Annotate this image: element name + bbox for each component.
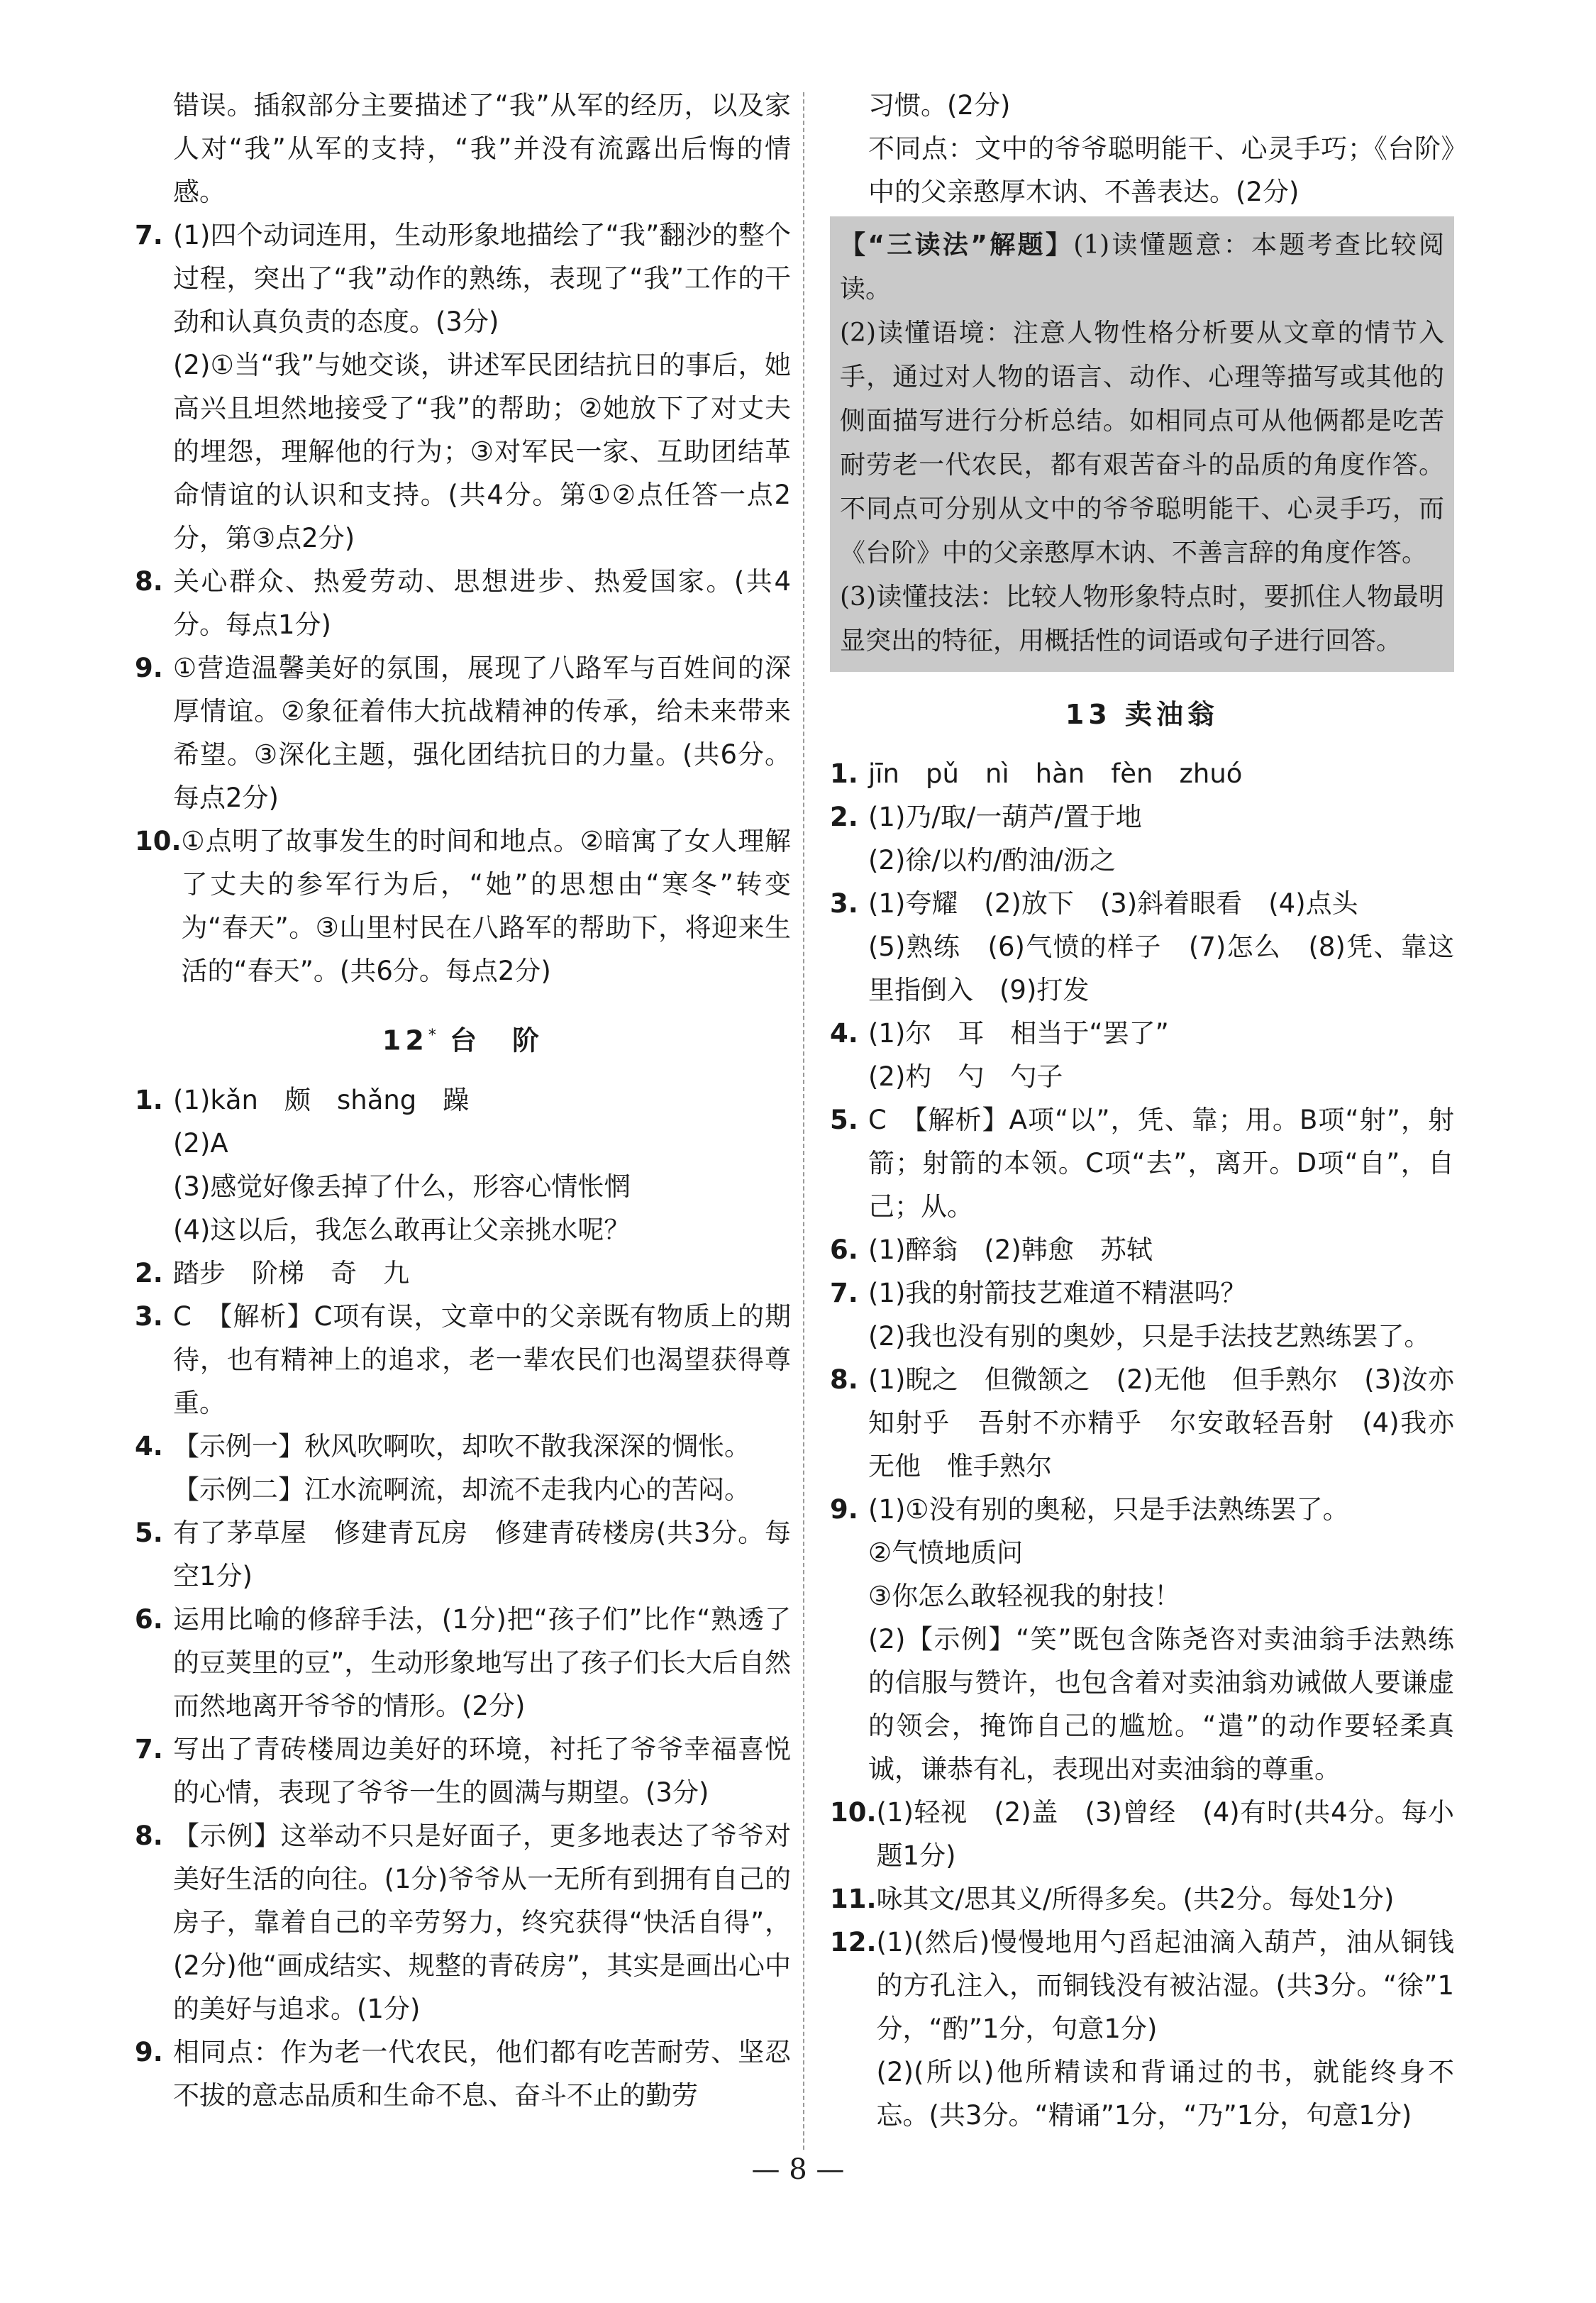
answer-7 [135,214,791,560]
answer-text: 运用比喻的修辞手法，(1分)把“孩子们”比作“熟透了的豆荚里的豆”，生动形象地写出了孩子们长大后自然而然地离开爷爷的情形。(2分) [173,1603,791,1721]
section-title-12 [135,1014,791,1063]
answer-text: (1)夸耀 (2)放下 (3)斜着眼看 (4)点头 [868,888,1358,919]
question-number: 4. [135,1430,163,1462]
question-number: 11. [830,1884,877,1914]
answer-text: (2)【示例】“笑”既包含陈尧咨对卖油翁手法熟练的信服与赞许，也包含着对卖油翁劝诫做人要谦虚的领会，掩饰自己的尴尬。“遣”的动作要轻柔真诚，谦恭有礼，表现出对卖油翁的尊重。 [868,1624,1454,1784]
answer-text: 不同点：文中的爷爷聪明能干、心灵手巧；《台阶》中的父亲憨厚木讷、不善表达。(2分) [868,133,1454,207]
three-reading-method-box [830,216,1454,672]
question-number: 1. [830,758,858,789]
section-number: 13 [1065,699,1112,730]
answer-text: (1)睨之 但微颔之 (2)无他 但手熟尔 (3)汝亦知射乎 吾射不亦精乎 尔安敢轻吾射 (4)我亦无他 惟手熟尔 [868,1364,1454,1481]
optional-mark: * [428,1027,436,1044]
answer-text: (2)杓 勺 勺子 [868,1061,1063,1092]
question-number: 7. [830,1278,858,1308]
answer-13-3 [830,882,1454,1012]
answer-13-6 [830,1228,1454,1271]
answer-13-10 [830,1791,1454,1877]
answer-text: (4)这以后，我怎么敢再让父亲挑水呢？ [173,1214,631,1245]
answer-text: jīn pǔ nì hàn fèn zhuó [868,758,1243,789]
section-number: 12 [382,1025,428,1056]
answer-text: 【示例二】江水流啊流，却流不走我内心的苦闷。 [173,1474,750,1505]
question-number: 12. [830,1927,877,1957]
answer-8 [135,560,791,646]
section-name: 卖油翁 [1125,699,1219,730]
question-number: 9. [830,1494,858,1525]
answer-12-6 [135,1598,791,1728]
answer-text: (5)熟练 (6)气愤的样子 (7)怎么 (8)凭、靠这里指倒入 (9)打发 [868,932,1454,1005]
answer-text: (2)徐/以杓/酌油/沥之 [868,845,1116,876]
page-number: — 8 — [751,2153,845,2186]
answer-text: (2)我也没有别的奥妙，只是手法技艺熟练罢了。 [868,1321,1431,1352]
left-column [135,84,791,2117]
answer-13-1 [830,752,1454,795]
answer-text: ①点明了故事发生的时间和地点。②暗寓了女人理解了丈夫的参军行为后，“她”的思想由“寒冬”转变为“春天”。③山里村民在八路军的帮助下，将迎来生活的“春天”。(共6分。每点2分) [181,826,791,986]
answer-13-7 [830,1271,1454,1358]
answer-text: 相同点：作为老一代农民，他们都有吃苦耐劳、坚忍不拔的意志品质和生命不息、奋斗不止的勤劳 [173,2036,791,2111]
answer-12-9 [135,2031,791,2117]
answer-text: 【示例】这举动不只是好面子，更多地表达了爷爷对美好生活的向往。(1分)爷爷从一无所有到拥有自己的房子，靠着自己的辛劳努力，终究获得“快活自得”，(2分)他“画成结实、规整的青砖房”，其实是画出心中的美好与追求。(1分) [173,1820,791,2024]
question-number: 7. [135,1733,163,1764]
answer-text: 踏步 阶梯 奇 九 [173,1257,409,1288]
answer-13-2 [830,795,1454,882]
answer-text: C 【解析】A项“以”，凭、靠；用。B项“射”，射箭；射箭的本领。C项“去”，离开。D项“自”，自己；从。 [868,1105,1454,1222]
answer-13-12 [830,1921,1454,2137]
answer-text: (1)kǎn 颇 shǎng 躁 [173,1084,470,1115]
answer-text: 写出了青砖楼周边美好的环境，衬托了爷爷幸福喜悦的心情，表现了爷爷一生的圆满与期望。(3分) [173,1733,791,1808]
answer-9 [135,646,791,819]
answer-text: C 【解析】C项有误，文章中的父亲既有物质上的期待，也有精神上的追求，老一辈农民们也渴望获得尊重。 [173,1300,791,1418]
box-text: (1)读懂题意：本题考查比较阅读。 [840,231,1444,304]
question-number: 9. [135,2036,163,2067]
question-number: 6. [135,1603,163,1635]
answer-text: (2)A [173,1127,228,1159]
answer-13-8 [830,1358,1454,1488]
continued-answer [135,84,791,214]
answer-13-11 [830,1877,1454,1921]
answer-text: (1)我的射箭技艺难道不精湛吗？ [868,1278,1247,1308]
answer-text: (1)醉翁 (2)韩愈 苏轼 [868,1235,1153,1265]
continued-answer [830,84,1454,214]
question-number: 2. [135,1257,163,1288]
question-number: 4. [830,1018,858,1049]
answer-13-5 [830,1098,1454,1228]
answer-text: (1)①没有别的奥秘，只是手法熟练罢了。 [868,1494,1349,1525]
answer-text: 【示例一】秋风吹啊吹，却吹不散我深深的惆怅。 [173,1430,750,1462]
answer-text: ③你怎么敢轻视我的射技！ [868,1581,1181,1611]
right-column [830,84,1454,2137]
answer-12-1 [135,1078,791,1252]
question-number: 1. [135,1084,163,1115]
answer-text: (1)乃/取/一葫芦/置于地 [868,802,1142,832]
box-text: (3)读懂技法：比较人物形象特点时，要抓住人物最明显突出的特征，用概括性的词语或句子进行回答。 [840,582,1444,656]
question-number: 7. [135,220,163,250]
answer-text: (1)尔 耳 相当于“罢了” [868,1018,1169,1049]
answer-13-9 [830,1488,1454,1791]
answer-text: 咏其文/思其义/所得多矣。(共2分。每处1分) [876,1884,1395,1914]
question-number: 8. [135,566,163,597]
answer-12-4 [135,1425,791,1511]
answer-text: (3)感觉好像丢掉了什么，形容心情怅惘 [173,1171,631,1202]
question-number: 5. [135,1517,163,1548]
answer-10 [135,819,791,993]
answer-text: 关心群众、热爱劳动、思想进步、热爱国家。(共4分。每点1分) [173,566,791,640]
answer-text: 有了茅草屋 修建青瓦房 修建青砖楼房(共3分。每空1分) [173,1517,791,1591]
question-number: 10. [830,1797,877,1828]
question-number: 5. [830,1105,858,1135]
question-number: 2. [830,802,858,832]
question-number: 10. [135,826,182,856]
section-title-13 [830,693,1454,736]
answer-text: 习惯。(2分) [868,90,1011,121]
box-text: (2)读懂语境：注意人物性格分析要从文章的情节入手，通过对人物的语言、动作、心理等描写或其他的侧面描写进行分析总结。如相同点可从他俩都是吃苦耐劳老一代农民，都有艰苦奋斗的品质的角度作答。不同点可分别从文中的爷爷聪明能干、心灵手巧，而《台阶》中的父亲憨厚木讷、不善言辞的角度作答。 [840,319,1444,568]
answer-12-3 [135,1295,791,1425]
answer-text: (2)①当“我”与她交谈，讲述军民团结抗日的事后，她高兴且坦然地接受了“我”的帮助；②她放下了对丈夫的埋怨，理解他的行为；③对军民一家、互助团结革命情谊的认识和支持。(共4分。第①②点任答一点2分，第③点2分) [173,350,791,553]
answer-text: ①营造温馨美好的氛围，展现了八路军与百姓间的深厚情谊。②象征着伟大抗战精神的传承，给未来带来希望。③深化主题，强化团结抗日的力量。(共6分。每点2分) [173,653,791,813]
question-number: 6. [830,1235,858,1265]
answer-text: (1)(然后)慢慢地用勺舀起油滴入葫芦，油从铜钱的方孔注入，而铜钱没有被沾湿。(共3分。“徐”1分，“酌”1分，句意1分) [876,1927,1454,2044]
answer-13-4 [830,1012,1454,1098]
question-number: 8. [135,1820,163,1851]
answer-12-2 [135,1252,791,1295]
answer-text: (1)四个动词连用，生动形象地描绘了“我”翻沙的整个过程，突出了“我”动作的熟练，表现了“我”工作的干劲和认真负责的态度。(3分) [173,220,791,337]
question-number: 9. [135,653,163,683]
question-number: 3. [830,888,858,919]
answer-text: 错误。插叙部分主要描述了“我”从军的经历，以及家人对“我”从军的支持，“我”并没有流露出后悔的情感。 [173,90,791,207]
answer-12-7 [135,1728,791,1814]
answer-text: (1)轻视 (2)盖 (3)曾经 (4)有时(共4分。每小题1分) [876,1797,1454,1871]
answer-12-5 [135,1511,791,1598]
answer-text: ②气愤地质问 [868,1537,1024,1568]
box-label: 【“三读法”解题】 [840,231,1074,260]
answer-12-8 [135,1814,791,2031]
answer-text: (2)(所以)他所精读和背诵过的书，就能终身不忘。(共3分。“精诵”1分，“乃”1分，句意1分) [876,2057,1454,2131]
question-number: 8. [830,1364,858,1395]
question-number: 3. [135,1300,163,1332]
section-name: 台 阶 [450,1025,544,1056]
column-divider [803,92,804,2150]
